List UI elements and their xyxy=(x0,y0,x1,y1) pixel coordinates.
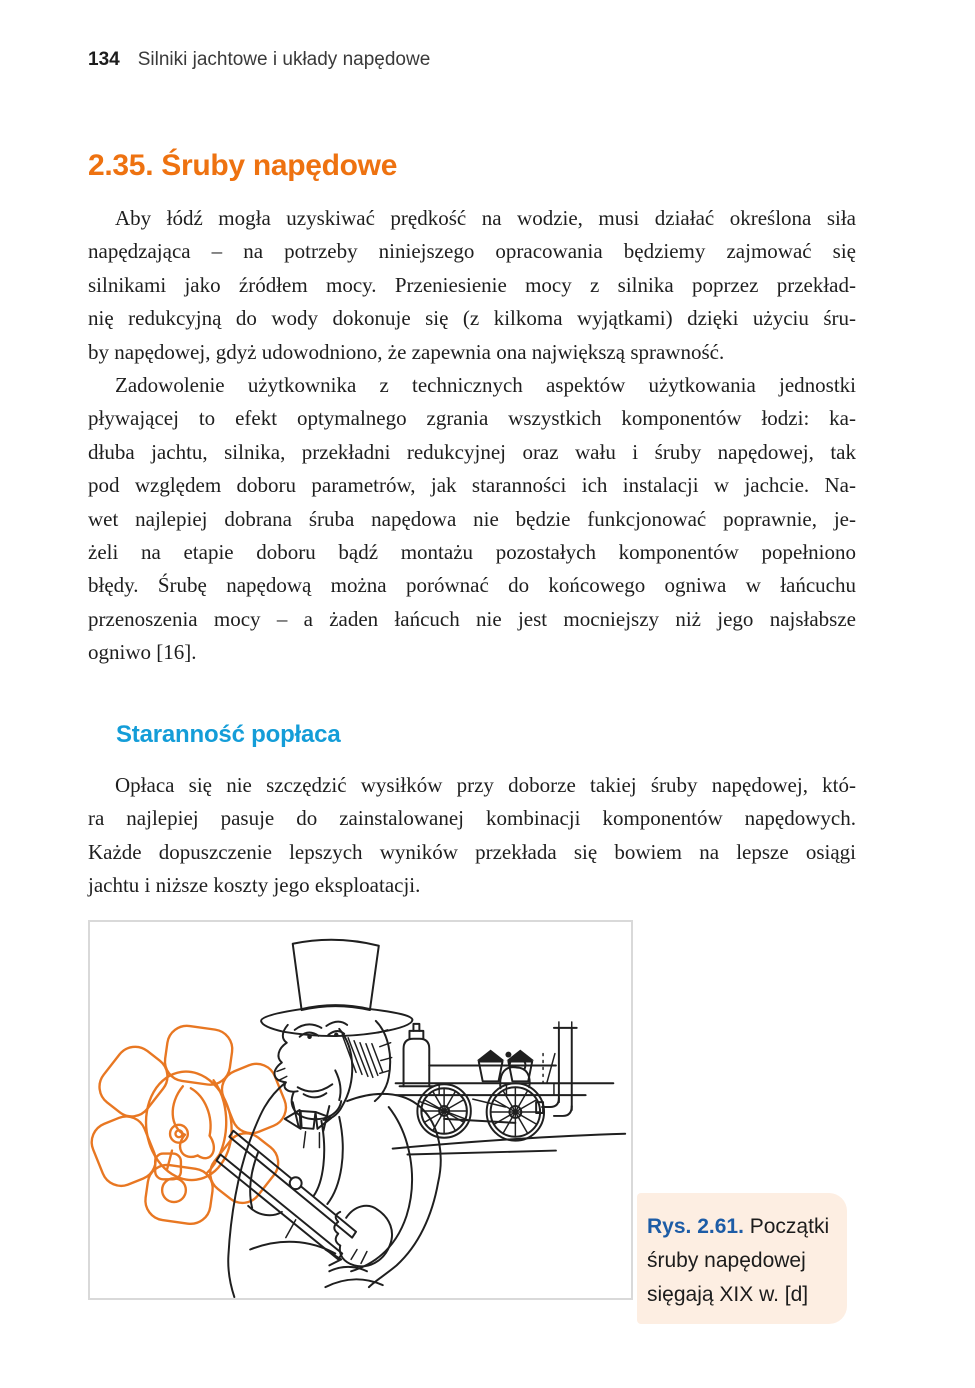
text-line: ra najlepiej pasuje do zainstalowanej kombinacji komponentów napędowych. xyxy=(88,806,856,831)
running-header xyxy=(88,48,856,72)
text-line: Każde dopuszczenie lepszych wyników przekłada się bowiem na lepsze osiągi xyxy=(88,839,856,864)
body-text-block-1 xyxy=(88,202,856,669)
text-line: wet najlepiej dobrana śruba napędowa nie będzie funkcjonować poprawnie, je- xyxy=(88,506,856,531)
text-line: błędy. Śrubę napędową można porównać do końcowego ogniwa w łańcuchu xyxy=(88,573,856,598)
section-heading: 2.35. Śruby napędowe xyxy=(88,149,398,183)
text-line: przenoszenia mocy – a żaden łańcuch nie jest mocniejszy niż jego najsłabsze xyxy=(88,606,856,631)
text-line: pływającej to efekt optymalnego zgrania wszystkich komponentów łodzi: ka- xyxy=(88,406,856,431)
text-line: dłuba jachtu, silnika, przekładni redukcyjnej oraz wału i śruby napędowej, tak xyxy=(88,439,856,464)
paragraph-3 xyxy=(88,769,856,903)
text-line: Opłaca się nie szczędzić wysiłków przy doborze takiej śruby napędowej, któ- xyxy=(115,773,856,797)
text-line: żeli na etapie doboru bądź montażu pozostałych komponentów popełniono xyxy=(88,539,856,564)
text-line: pod względem doboru parametrów, jak staranności ich instalacji w jachcie. Na- xyxy=(88,473,856,498)
figure-frame xyxy=(88,920,633,1300)
paragraph-1 xyxy=(88,202,856,369)
text-line: napędzająca – na potrzeby niniejszego opracowania będziemy zajmować się xyxy=(88,239,856,264)
text-line: by napędowej, gdyż udowodniono, że zapewnia ona największą sprawność. xyxy=(88,339,725,364)
calipers-drawing xyxy=(217,1131,392,1267)
figure-caption-label: Rys. 2.61. xyxy=(647,1215,744,1238)
figure-caption-text: Początki śruby napędowej sięgają XIX w. [d] xyxy=(647,1215,830,1306)
man-in-top-hat-drawing xyxy=(228,940,440,1297)
text-line: nię redukcyjną do wody dokonuje się (z kilkoma wyjątkami) dzięki użyciu śru- xyxy=(88,306,856,331)
steam-locomotive-drawing xyxy=(393,1022,626,1155)
text-line: Aby łódź mogła uzyskiwać prędkość na wodzie, musi działać określona siła xyxy=(115,206,856,230)
page-number: 134 xyxy=(88,49,120,70)
subsection-heading: Staranność popłaca xyxy=(116,720,341,748)
figure-caption xyxy=(637,1193,847,1324)
text-line: Zadowolenie użytkownika z technicznych aspektów użytkowania jednostki xyxy=(115,372,856,397)
text-line: silnikami jako źródłem mocy. Przeniesienie mocy z silnika poprzez przekład- xyxy=(88,272,856,297)
text-line: jachtu i niższe koszty jego eksploatacji. xyxy=(88,873,421,898)
running-title: Silniki jachtowe i układy napędowe xyxy=(137,49,431,70)
paragraph-2 xyxy=(88,369,856,670)
figure-illustration xyxy=(90,922,631,1298)
body-text-block-2 xyxy=(88,769,856,903)
text-line: ogniwo [16]. xyxy=(88,640,197,665)
